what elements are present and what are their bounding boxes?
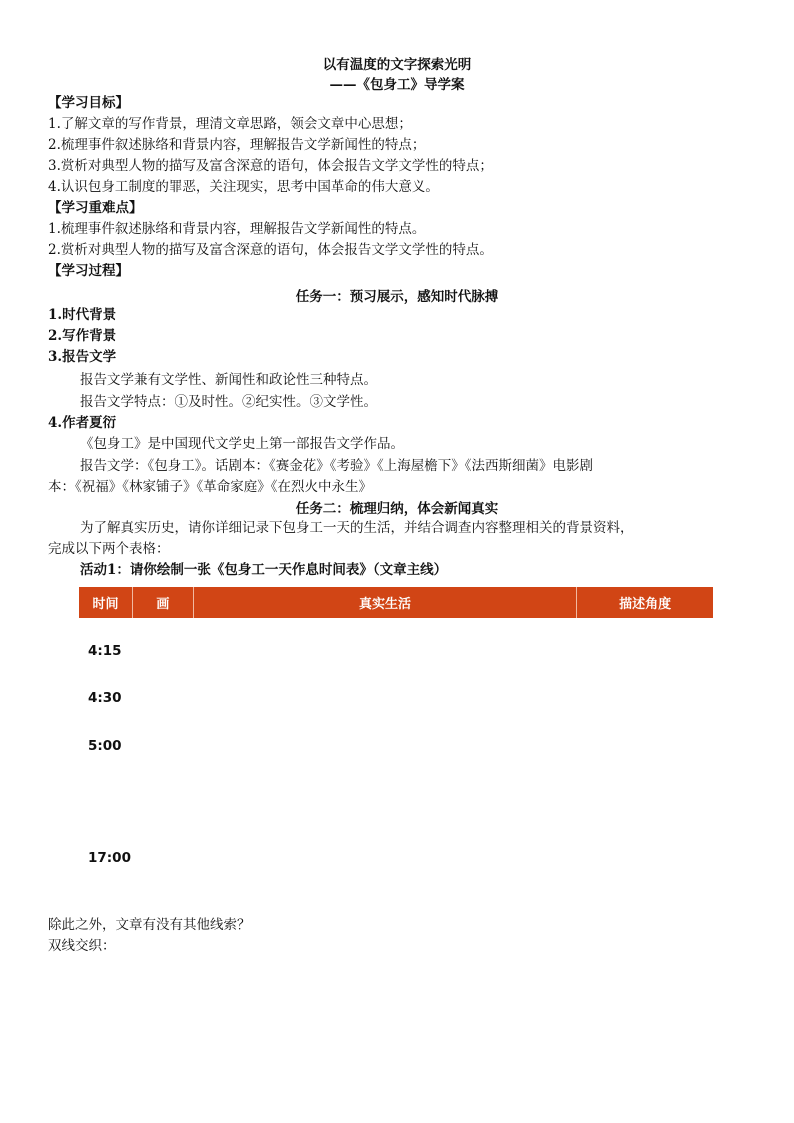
timetable xyxy=(79,587,713,618)
objective-item: 4.认识包身工制度的罪恶，关注现实，思考中国革命的伟大意义。 xyxy=(48,179,439,195)
task2-intro-cont: 完成以下两个表格： xyxy=(48,541,170,557)
author-works-cont: 本：《祝福》《林家铺子》《革命家庭》《在烈火中永生》 xyxy=(48,479,372,495)
objective-item: 3.赏析对典型人物的描写及富含深意的语句，体会报告文学文学性的特点； xyxy=(48,158,493,174)
section-reportage: 3.报告文学 xyxy=(48,349,117,365)
doc-subtitle: ——《包身工》导学案 xyxy=(329,77,465,93)
question-other-clues: 除此之外，文章有没有其他线索？ xyxy=(48,917,251,933)
key-points-heading: 【学习重难点】 xyxy=(48,200,143,216)
time-cell: 4:15 xyxy=(88,643,122,659)
reportage-features: 报告文学特点：①及时性。②纪实性。③文学性。 xyxy=(80,394,377,410)
doc-title: 以有温度的文字探索光明 xyxy=(322,57,472,73)
time-cell: 5:00 xyxy=(88,738,122,754)
key-point-item: 2.赏析对典型人物的描写及富含深意的语句，体会报告文学文学性的特点。 xyxy=(48,242,493,258)
task2-intro: 为了解真实历史，请你详细记录下包身工一天的生活，并结合调查内容整理相关的背景资料， xyxy=(80,520,634,536)
reportage-paragraph: 报告文学兼有文学性、新闻性和政论性三种特点。 xyxy=(80,372,377,388)
column-header: 时间 xyxy=(79,587,132,618)
time-cell: 17:00 xyxy=(88,850,131,866)
author-paragraph: 《包身工》是中国现代文学史上第一部报告文学作品。 xyxy=(80,436,404,452)
task2-title: 任务二：梳理归纳，体会新闻真实 xyxy=(295,501,499,517)
process-heading: 【学习过程】 xyxy=(48,263,129,279)
section-era-background: 1.时代背景 xyxy=(48,307,117,323)
activity1-title: 活动1：请你绘制一张《包身工一天作息时间表》（文章主线） xyxy=(80,562,448,578)
key-point-item: 1.梳理事件叙述脉络和背景内容，理解报告文学新闻性的特点。 xyxy=(48,221,426,237)
task1-title: 任务一：预习展示，感知时代脉搏 xyxy=(295,289,499,305)
column-header: 描述角度 xyxy=(577,587,713,618)
table-header-row xyxy=(79,587,713,618)
question-dual-lines: 双线交织： xyxy=(48,938,116,954)
author-works: 报告文学：《包身工》。话剧本：《赛金花》《考验》《上海屋檐下》《法西斯细菌》电影剧 xyxy=(80,458,593,474)
objective-item: 1.了解文章的写作背景，理清文章思路，领会文章中心思想； xyxy=(48,116,412,132)
objectives-heading: 【学习目标】 xyxy=(48,95,129,111)
column-header: 真实生活 xyxy=(193,587,576,618)
time-cell: 4:30 xyxy=(88,690,122,706)
column-header: 画 xyxy=(132,587,193,618)
section-author: 4.作者夏衍 xyxy=(48,415,117,431)
section-writing-background: 2.写作背景 xyxy=(48,328,117,344)
objective-item: 2.梳理事件叙述脉络和背景内容，理解报告文学新闻性的特点； xyxy=(48,137,426,153)
